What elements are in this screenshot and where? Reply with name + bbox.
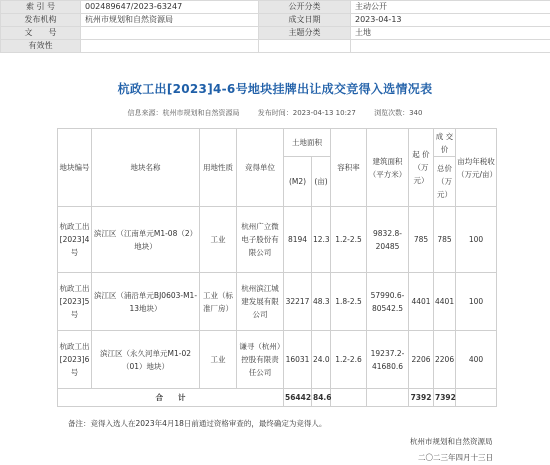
- header-tax: 亩均年税收（万元/亩）: [456, 129, 497, 207]
- cell-m2: 32217: [284, 273, 312, 331]
- validity-label: 有效性: [1, 40, 81, 53]
- open-label: 公开分类: [259, 1, 351, 14]
- sign-org: 杭州市规划和自然资源局: [410, 437, 493, 446]
- cell-name: 滨江区（永久河单元M1-02（01）地块）: [92, 331, 200, 389]
- docno-value: [81, 27, 259, 40]
- cell-build: 19237.2-41680.6: [367, 331, 409, 389]
- total-deal: 7392: [434, 389, 456, 407]
- page-title: 杭政工出[2023]4-6号地块挂牌出让成交竞得入选情况表: [117, 82, 433, 96]
- sign-date: 二〇二三年四月十三日: [418, 453, 493, 462]
- cell-tax: 400: [456, 331, 497, 389]
- header-build: 建筑面积（平方米）: [367, 129, 409, 207]
- header-deal-total: 总价（万元）: [434, 157, 456, 207]
- cell-deal: 785: [434, 207, 456, 273]
- cell-use: 工业（标准厂房）: [200, 273, 237, 331]
- cell-code: 杭政工出[2023]5号: [58, 273, 92, 331]
- header-far: 容积率: [331, 129, 367, 207]
- cell-name: 滨江区（浦沿单元BJ0603-M1-13地块）: [92, 273, 200, 331]
- cell-far: 1.8-2.5: [331, 273, 367, 331]
- info-source: 信息来源：杭州市规划和自然资源局: [127, 109, 240, 117]
- cell-use: 工业: [200, 331, 237, 389]
- cell-mu: 48.3: [312, 273, 331, 331]
- date-value: 2023-04-13: [351, 14, 550, 27]
- total-far: [331, 389, 367, 407]
- blank-cell: [351, 40, 550, 53]
- cell-far: 1.2-2.5: [331, 207, 367, 273]
- index-label: 索 引 号: [1, 1, 81, 14]
- cell-start: 4401: [409, 273, 434, 331]
- total-start: 7392: [409, 389, 434, 407]
- table-row: [58, 207, 497, 273]
- table-row: [58, 273, 497, 331]
- cell-deal: 4401: [434, 273, 456, 331]
- cell-tax: 100: [456, 273, 497, 331]
- index-value: 002489647/2023-63247: [81, 1, 259, 14]
- cell-code: 杭政工出[2023]6号: [58, 331, 92, 389]
- note-text: 备注：竞得入选人在2023年4月18日前通过资格审查的，最终确定为竞得人。: [68, 419, 327, 428]
- cell-name: 滨江区（江南单元M1-08（2）地块）: [92, 207, 200, 273]
- cell-deal: 2206: [434, 331, 456, 389]
- cell-code: 杭政工出[2023]4号: [58, 207, 92, 273]
- total-label: 合 计: [58, 389, 284, 407]
- cell-winner: 杭州广立微电子股份有限公司: [237, 207, 284, 273]
- total-mu: 84.6: [312, 389, 331, 407]
- cell-build: 9832.8-20485: [367, 207, 409, 273]
- issuer-label: 发布机构: [1, 14, 81, 27]
- cell-start: 2206: [409, 331, 434, 389]
- date-label: 成文日期: [259, 14, 351, 27]
- docno-label: 文 号: [1, 27, 81, 40]
- header-deal: 成 交 价: [434, 129, 456, 157]
- header-area-m2: (M2): [284, 157, 312, 207]
- header-name: 地块名称: [92, 129, 200, 207]
- cell-winner: 谦寻（杭州）控股有限责任公司: [237, 331, 284, 389]
- table-row: [58, 331, 497, 389]
- cell-m2: 8194: [284, 207, 312, 273]
- total-build: [367, 389, 409, 407]
- meta-table: [0, 0, 550, 53]
- header-code: 地块编号: [58, 129, 92, 207]
- cell-m2: 16031: [284, 331, 312, 389]
- info-line: [0, 108, 550, 118]
- total-row: [58, 389, 497, 407]
- cell-winner: 杭州滨江城建发展有限公司: [237, 273, 284, 331]
- cell-build: 57990.6-80542.5: [367, 273, 409, 331]
- cell-far: 1.2-2.6: [331, 331, 367, 389]
- total-m2: 56442: [284, 389, 312, 407]
- issuer-value: 杭州市规划和自然资源局: [81, 14, 259, 27]
- topic-label: 主题分类: [259, 27, 351, 40]
- info-published: 发布时间：2023-04-13 10:27: [257, 109, 356, 117]
- info-views: 浏览次数：340: [374, 109, 423, 117]
- cell-tax: 100: [456, 207, 497, 273]
- header-area: 土地面积: [284, 129, 331, 157]
- header-winner: 竞得单位: [237, 129, 284, 207]
- cell-use: 工业: [200, 207, 237, 273]
- blank-cell: [259, 40, 351, 53]
- open-value: 主动公开: [351, 1, 550, 14]
- cell-start: 785: [409, 207, 434, 273]
- cell-mu: 12.3: [312, 207, 331, 273]
- cell-mu: 24.0: [312, 331, 331, 389]
- header-start: 起 价（万元）: [409, 129, 434, 207]
- total-tax: [456, 389, 497, 407]
- topic-value: 土地: [351, 27, 550, 40]
- header-use: 用地性质: [200, 129, 237, 207]
- results-table: [57, 128, 497, 407]
- validity-value: [81, 40, 259, 53]
- header-area-mu: (亩): [312, 157, 331, 207]
